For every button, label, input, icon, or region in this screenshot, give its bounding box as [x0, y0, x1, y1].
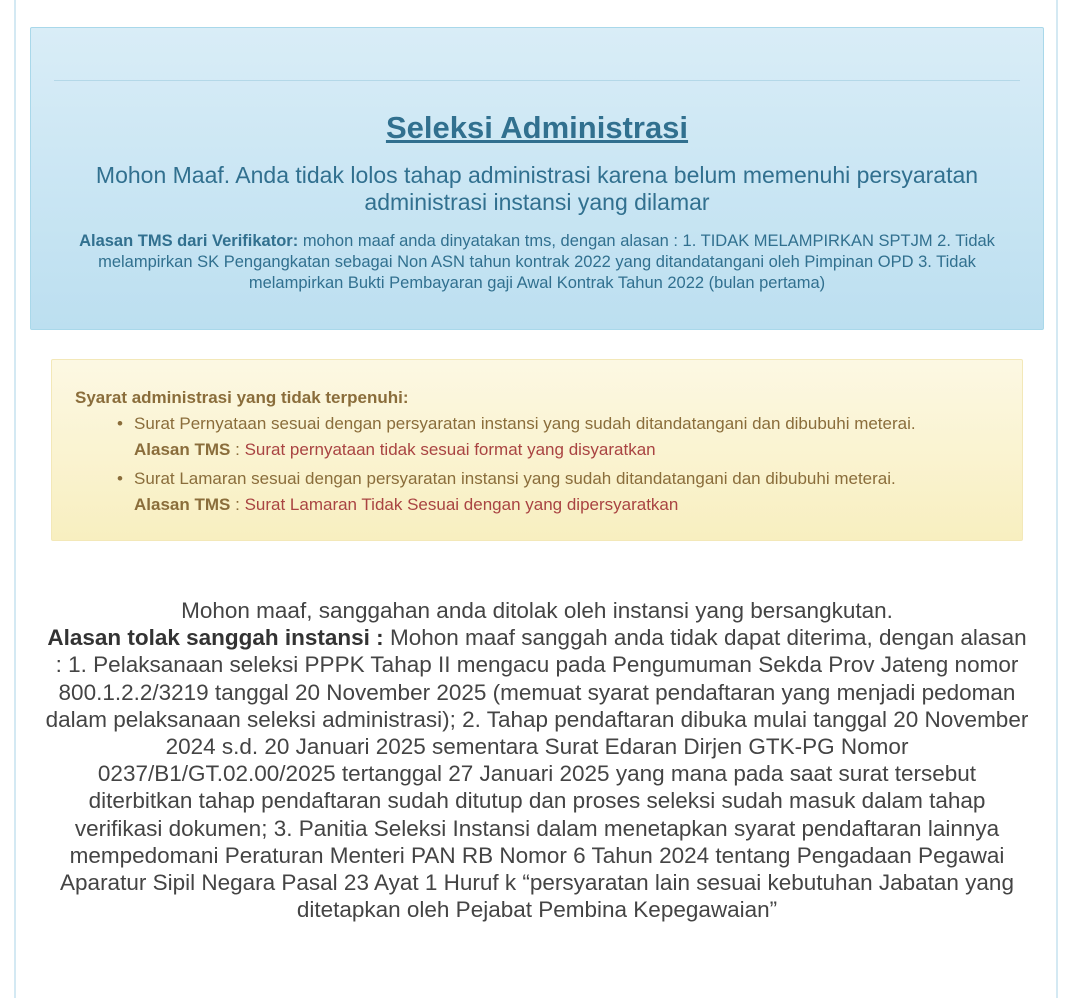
tms-separator: : [235, 495, 240, 514]
bullet-icon: • [117, 469, 123, 488]
verifier-reason-label: Alasan TMS dari Verifikator: [79, 232, 299, 250]
verifier-reason [55, 231, 1019, 294]
tms-label: Alasan TMS [134, 495, 231, 514]
admin-selection-alert [30, 27, 1044, 330]
rebuttal-result [44, 597, 1030, 923]
rebuttal-intro: Mohon maaf, sanggahan anda ditolak oleh instansi yang bersangkutan. [181, 598, 893, 623]
unmet-requirements-heading: Syarat administrasi yang tidak terpenuhi: [75, 388, 409, 407]
verifier-reason-text: mohon maaf anda dinyatakan tms, dengan alasan : 1. TIDAK MELAMPIRKAN SPTJM 2. Tidak melampirkan SK Pengangkatan sebagai Non ASN tahun kontrak 2022 yang ditandatangani oleh Pimpinan OPD 3. Tidak melampirkan Bukti Pembayaran gaji Awal Kontrak Tahun 2022 (bulan pertama) [98, 232, 995, 292]
admin-result-message: Mohon Maaf. Anda tidak lolos tahap administrasi karena belum memenuhi persyaratan administrasi instansi yang dilamar [95, 162, 979, 215]
section-title: Seleksi Administrasi [385, 110, 689, 145]
tms-reason: Surat Lamaran Tidak Sesuai dengan yang dipersyaratkan [244, 495, 679, 514]
requirement-text: Surat Pernyataan sesuai dengan persyaratan instansi yang sudah ditandatangani dan dibubuhi meterai. [134, 414, 916, 433]
list-item [117, 411, 1012, 463]
list-item [117, 466, 1012, 518]
tms-label: Alasan TMS [134, 440, 231, 459]
divider [54, 80, 1020, 81]
unmet-requirements-alert [51, 359, 1023, 541]
rebuttal-reason-text: Mohon maaf sanggah anda tidak dapat diterima, dengan alasan : 1. Pelaksanaan seleksi PPPK Tahap II mengacu pada Pengumuman Sekda Prov Jateng nomor 800.1.2.2/3219 tanggal 20 November 2025 (memuat syarat pendaftaran yang menjadi pedoman dalam pelaksanaan seleksi administrasi); 2. Tahap pendaftaran dibuka mulai tanggal 20 November 2024 s.d. 20 Januari 2025 sementara Surat Edaran Dirjen GTK-PG Nomor 0237/B1/GT.02.00/2025 tertanggal 27 Januari 2025 yang mana pada saat surat tersebut diterbitkan tahap pendaftaran sudah ditutup dan proses seleksi sudah masuk dalam tahap verifikasi dokumen; 3. Panitia Seleksi Instansi dalam menetapkan syarat pendaftaran lainnya mempedomani Peraturan Menteri PAN RB Nomor 6 Tahun 2024 tentang Pengadaan Pegawai Aparatur Sipil Negara Pasal 23 Ayat 1 Huruf k “persyaratan lain sesuai kebutuhan Jabatan yang ditetapkan oleh Pejabat Pembina Kepegawaian” [45, 625, 1029, 923]
tms-separator: : [235, 440, 240, 459]
tms-reason: Surat pernyataan tidak sesuai format yang disyaratkan [244, 440, 656, 459]
unmet-requirements-list [117, 411, 1012, 521]
rebuttal-reason-label: Alasan tolak sanggah instansi : [47, 625, 384, 651]
requirement-text: Surat Lamaran sesuai dengan persyaratan instansi yang sudah ditandatangani dan dibubuhi meterai. [134, 469, 896, 488]
bullet-icon: • [117, 414, 123, 433]
